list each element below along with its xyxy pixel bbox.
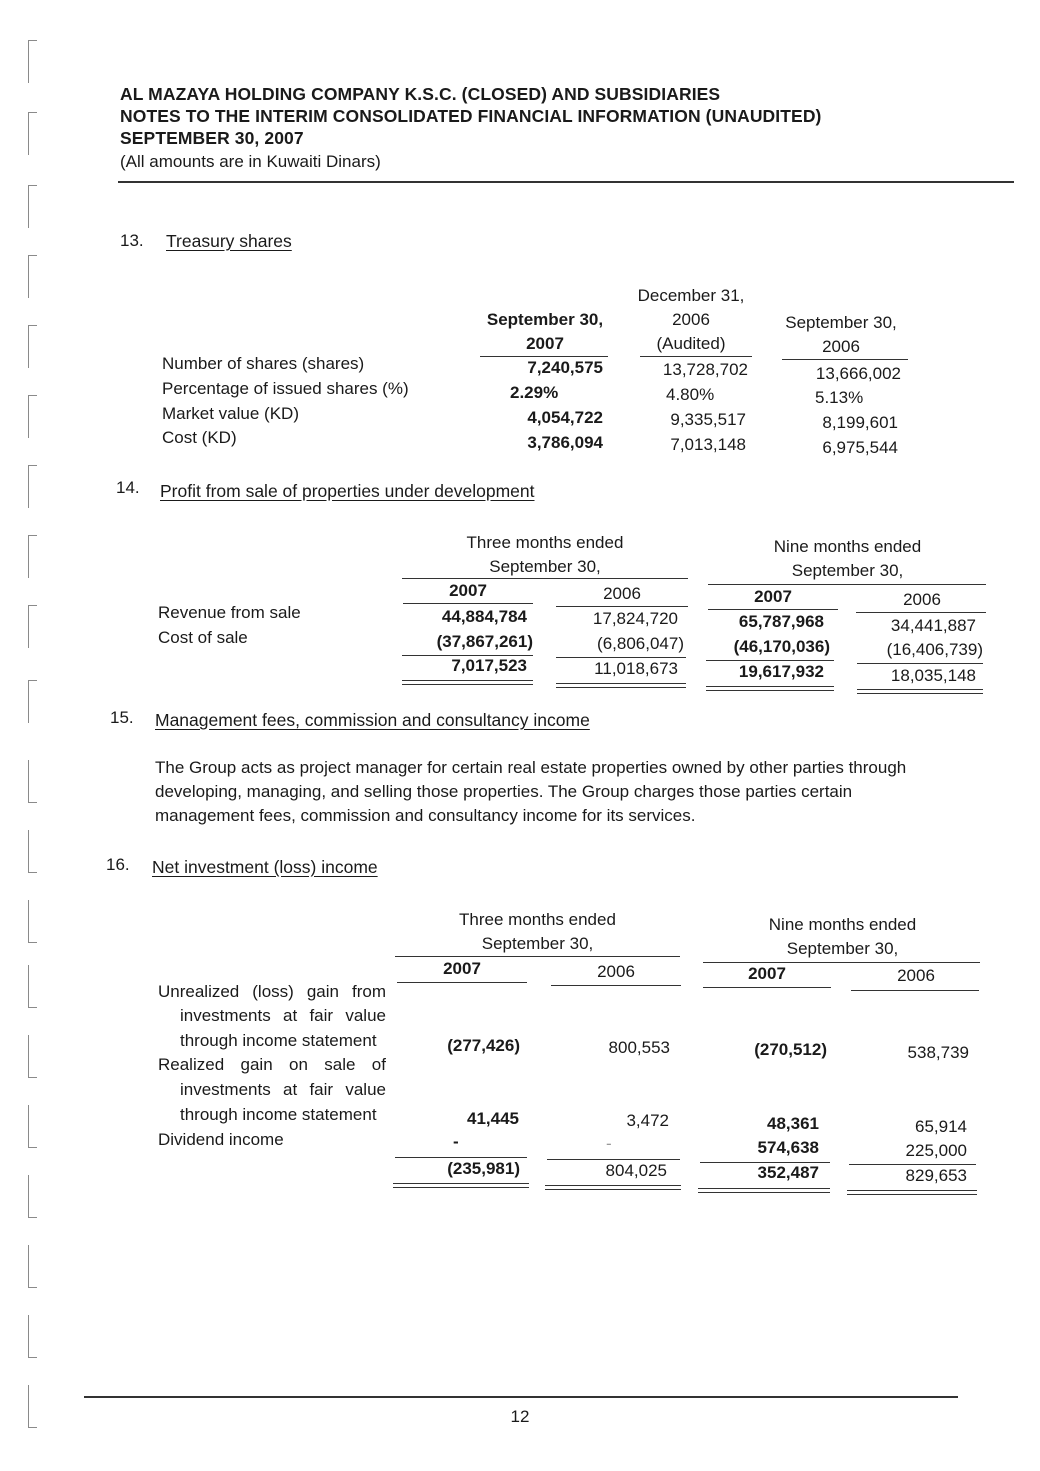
value-cell: 7,013,148: [670, 435, 746, 454]
year-2007-header: 2007: [443, 959, 481, 978]
value-cell: 4,054,722: [527, 408, 603, 427]
row-label-line: investments at fair value: [180, 1080, 386, 1099]
value-cell: (6,806,047): [597, 634, 684, 653]
col-sep-2006-line2: 2006: [822, 337, 860, 356]
note-15-number: 15.: [110, 708, 134, 727]
year-2006-header: 2006: [597, 962, 635, 981]
note-13-number: 13.: [120, 231, 144, 250]
value-cell: 3,786,094: [527, 433, 603, 452]
three-months-header: Three months ended: [466, 533, 624, 552]
total-cell: 19,617,932: [738, 662, 824, 681]
value-cell: 13,728,702: [662, 360, 748, 379]
value-cell: 48,361: [767, 1114, 819, 1133]
company-name: AL MAZAYA HOLDING COMPANY K.S.C. (CLOSED) AND SUBSIDIARIES: [120, 84, 721, 104]
currency-note: (All amounts are in Kuwaiti Dinars): [120, 152, 381, 171]
header-rule: [118, 181, 1014, 183]
note-16-number: 16.: [106, 855, 130, 874]
value-cell: 5.13%: [815, 388, 864, 407]
total-cell: 829,653: [905, 1166, 967, 1185]
total-cell: 352,487: [757, 1163, 819, 1182]
value-cell: 538,739: [907, 1043, 969, 1062]
value-cell: (277,426): [447, 1036, 520, 1055]
value-cell: 44,884,784: [441, 607, 527, 626]
col-sep-2007-line1: September 30,: [486, 310, 604, 329]
row-label-line: through income statement: [180, 1031, 377, 1050]
value-cell: 41,445: [467, 1109, 519, 1128]
three-months-header: Three months ended: [459, 910, 616, 929]
year-2006-header: 2006: [903, 590, 941, 609]
note-15-title: Management fees, commission and consultancy income: [155, 710, 590, 730]
row-label: Number of shares (shares): [162, 354, 365, 373]
row-label: Market value (KD): [162, 404, 299, 423]
total-cell: 804,025: [605, 1161, 667, 1180]
value-cell: 2.29%: [510, 383, 559, 402]
row-label-line: investments at fair value: [180, 1006, 386, 1025]
value-cell: -: [453, 1132, 459, 1151]
three-months-period: September 30,: [481, 934, 594, 953]
col-sep-2007-line2: 2007: [526, 334, 564, 353]
note-14-title: Profit from sale of properties under development: [160, 481, 535, 501]
value-cell: (270,512): [754, 1040, 827, 1059]
value-cell: (37,867,261): [436, 632, 533, 651]
value-cell: -: [606, 1134, 612, 1153]
nine-months-header: Nine months ended: [773, 537, 922, 556]
total-cell: 7,017,523: [451, 656, 527, 675]
value-cell: (46,170,036): [733, 637, 830, 656]
note-15-paragraph: The Group acts as project manager for certain real estate properties owned by other parties through developing, managing, and selling those properties. The Group charges those parties certain management fees, commission and consultancy income for its services.: [155, 758, 907, 825]
year-2006-header: 2006: [897, 966, 935, 985]
report-date: SEPTEMBER 30, 2007: [120, 128, 304, 148]
col-dec-2006-line3: (Audited): [656, 334, 726, 353]
value-cell: 574,638: [757, 1138, 819, 1157]
nine-months-period: September 30,: [791, 561, 904, 580]
total-cell: 18,035,148: [890, 666, 976, 685]
document-title: NOTES TO THE INTERIM CONSOLIDATED FINANCIAL INFORMATION (UNAUDITED): [120, 106, 822, 126]
note-16-title: Net investment (loss) income: [152, 857, 378, 877]
note-14-number: 14.: [116, 478, 140, 497]
value-cell: 34,441,887: [890, 616, 976, 635]
value-cell: 65,787,968: [738, 612, 824, 631]
three-months-period: September 30,: [489, 557, 601, 576]
row-label-line: Realized gain on sale of: [158, 1055, 386, 1074]
nine-months-period: September 30,: [786, 939, 899, 958]
col-sep-2006-line1: September 30,: [785, 313, 897, 332]
year-2007-header: 2007: [449, 581, 487, 600]
row-label: Revenue from sale: [158, 603, 301, 622]
row-label-line: through income statement: [180, 1105, 377, 1124]
value-cell: 4.80%: [666, 385, 715, 404]
row-label: Cost (KD): [162, 428, 237, 447]
value-cell: (16,406,739): [886, 640, 983, 659]
value-cell: 225,000: [905, 1141, 967, 1160]
value-cell: 8,199,601: [822, 413, 898, 432]
page-number: 12: [510, 1407, 530, 1426]
col-dec-2006-line2: 2006: [672, 310, 710, 329]
value-cell: 800,553: [608, 1038, 670, 1057]
col-dec-2006-line1: December 31,: [637, 286, 745, 305]
row-label: Dividend income: [158, 1130, 284, 1149]
footer-rule: [84, 1396, 958, 1398]
value-cell: 6,975,544: [822, 438, 898, 457]
row-label: Cost of sale: [158, 628, 248, 647]
value-cell: 13,666,002: [815, 364, 901, 383]
nine-months-header: Nine months ended: [768, 915, 917, 934]
year-2007-header: 2007: [748, 964, 786, 983]
total-cell: (235,981): [447, 1159, 520, 1178]
total-cell: 11,018,673: [594, 659, 678, 678]
value-cell: 17,824,720: [592, 609, 678, 628]
value-cell: 9,335,517: [670, 410, 746, 429]
value-cell: 3,472: [626, 1111, 669, 1130]
value-cell: 7,240,575: [527, 358, 603, 377]
year-2006-header: 2006: [603, 584, 641, 603]
year-2007-header: 2007: [754, 587, 792, 606]
row-label-line: Unrealized (loss) gain from: [158, 982, 386, 1001]
value-cell: 65,914: [915, 1117, 967, 1136]
note-13-title: Treasury shares: [166, 231, 292, 251]
row-label: Percentage of issued shares (%): [162, 379, 409, 398]
